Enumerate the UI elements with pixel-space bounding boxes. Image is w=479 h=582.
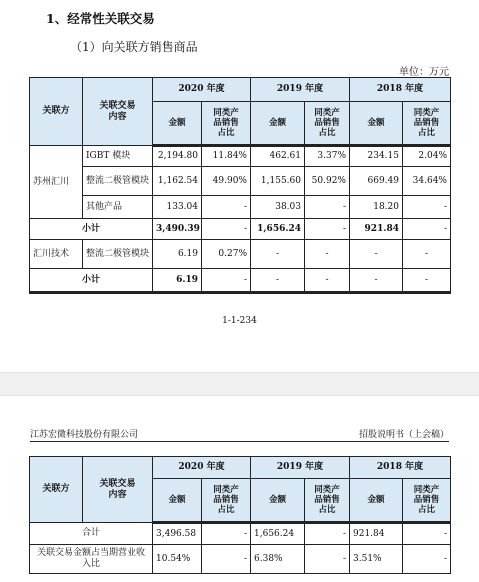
sales-total-table xyxy=(29,456,451,574)
value-cell: 1,656.24 xyxy=(251,219,305,240)
value-cell: - xyxy=(403,219,451,240)
value-cell: - xyxy=(305,240,350,269)
value-cell: 921.84 xyxy=(350,523,403,545)
content-cell: 整流二极管模块 xyxy=(83,167,153,196)
section-heading: 1、经常性关联交易 xyxy=(46,11,155,26)
subheader-amount: 金额 xyxy=(251,479,305,523)
value-cell: 234.15 xyxy=(350,146,403,167)
value-cell: 6.19 xyxy=(153,240,202,269)
section-subheading: （1）向关联方销售商品 xyxy=(70,40,198,54)
content-cell: 其他产品 xyxy=(83,196,153,219)
value-cell: 3.37% xyxy=(305,146,350,167)
header-party: 关联方 xyxy=(30,457,83,523)
value-cell: 921.84 xyxy=(350,219,403,240)
subtotal-label: 小计 xyxy=(30,269,153,293)
value-cell: 6.38% xyxy=(251,545,305,574)
value-cell: 2.04% xyxy=(403,146,451,167)
subheader-ratio: 同类产 品销售 占比 xyxy=(403,479,451,523)
value-cell: - xyxy=(251,240,305,269)
header-year-2018: 2018 年度 xyxy=(350,457,451,479)
subheader-ratio: 同类产 品销售 占比 xyxy=(403,102,451,146)
value-cell: - xyxy=(202,196,251,219)
value-cell: 1,155.60 xyxy=(251,167,305,196)
header-year-2018: 2018 年度 xyxy=(350,78,451,102)
subheader-ratio: 同类产 品销售 占比 xyxy=(202,102,251,146)
value-cell: - xyxy=(305,219,350,240)
value-cell: - xyxy=(305,545,350,574)
value-cell: 133.04 xyxy=(153,196,202,219)
sales-table xyxy=(29,77,451,294)
company-name: 江苏宏微科技股份有限公司 xyxy=(30,430,139,440)
value-cell: - xyxy=(403,545,451,574)
value-cell: 38.03 xyxy=(251,196,305,219)
value-cell: 10.54% xyxy=(153,545,202,574)
value-cell: 3,490.39 xyxy=(153,219,202,240)
header-year-2019: 2019 年度 xyxy=(251,457,350,479)
value-cell: 1,162.54 xyxy=(153,167,202,196)
value-cell: 3.51% xyxy=(350,545,403,574)
value-cell: 2,194.80 xyxy=(153,146,202,167)
content-cell: IGBT 模块 xyxy=(83,146,153,167)
page-number: 1-1-234 xyxy=(222,316,257,326)
value-cell: 6.19 xyxy=(153,269,202,293)
value-cell: 3,496.58 xyxy=(153,523,202,545)
header-divider xyxy=(30,441,449,442)
value-cell: 50.92% xyxy=(305,167,350,196)
value-cell: 18.20 xyxy=(350,196,403,219)
subheader-ratio: 同类产 品销售 占比 xyxy=(202,479,251,523)
value-cell: - xyxy=(202,545,251,574)
value-cell: - xyxy=(202,219,251,240)
value-cell: - xyxy=(350,269,403,293)
document-title: 招股说明书（上会稿） xyxy=(358,430,449,440)
value-cell: - xyxy=(403,240,451,269)
ratio-label: 关联交易金额占当期营业收入比 xyxy=(30,545,153,574)
content-cell: 整流二极管模块 xyxy=(83,240,153,269)
subheader-ratio: 同类产 品销售 占比 xyxy=(305,479,350,523)
value-cell: - xyxy=(305,269,350,293)
total-label: 合计 xyxy=(30,523,153,545)
value-cell: - xyxy=(305,196,350,219)
value-cell: - xyxy=(403,523,451,545)
subheader-amount: 金额 xyxy=(153,479,202,523)
unit-label: 单位：万元 xyxy=(399,67,449,78)
value-cell: - xyxy=(403,196,451,219)
value-cell: 462.61 xyxy=(251,146,305,167)
value-cell: 11.84% xyxy=(202,146,251,167)
value-cell: 49.90% xyxy=(202,167,251,196)
party-cell: 汇川技术 xyxy=(30,240,83,269)
subheader-amount: 金额 xyxy=(350,479,403,523)
header-year-2020: 2020 年度 xyxy=(153,457,251,479)
party-cell: 苏州汇川 xyxy=(30,146,83,219)
subtotal-label: 小计 xyxy=(30,219,153,240)
value-cell: - xyxy=(202,269,251,293)
value-cell: - xyxy=(403,269,451,293)
value-cell: 1,656.24 xyxy=(251,523,305,545)
header-party: 关联方 xyxy=(30,78,83,146)
value-cell: - xyxy=(350,240,403,269)
value-cell: 0.27% xyxy=(202,240,251,269)
header-content: 关联交易 内容 xyxy=(83,457,153,523)
subheader-ratio: 同类产 品销售 占比 xyxy=(305,102,350,146)
page-break xyxy=(0,372,479,396)
subheader-amount: 金额 xyxy=(251,102,305,146)
header-content: 关联交易 内容 xyxy=(83,78,153,146)
value-cell: 669.49 xyxy=(350,167,403,196)
value-cell: - xyxy=(305,523,350,545)
header-year-2019: 2019 年度 xyxy=(251,78,350,102)
subheader-amount: 金额 xyxy=(153,102,202,146)
value-cell: - xyxy=(251,269,305,293)
value-cell: - xyxy=(202,523,251,545)
value-cell: 34.64% xyxy=(403,167,451,196)
header-year-2020: 2020 年度 xyxy=(153,78,251,102)
subheader-amount: 金额 xyxy=(350,102,403,146)
